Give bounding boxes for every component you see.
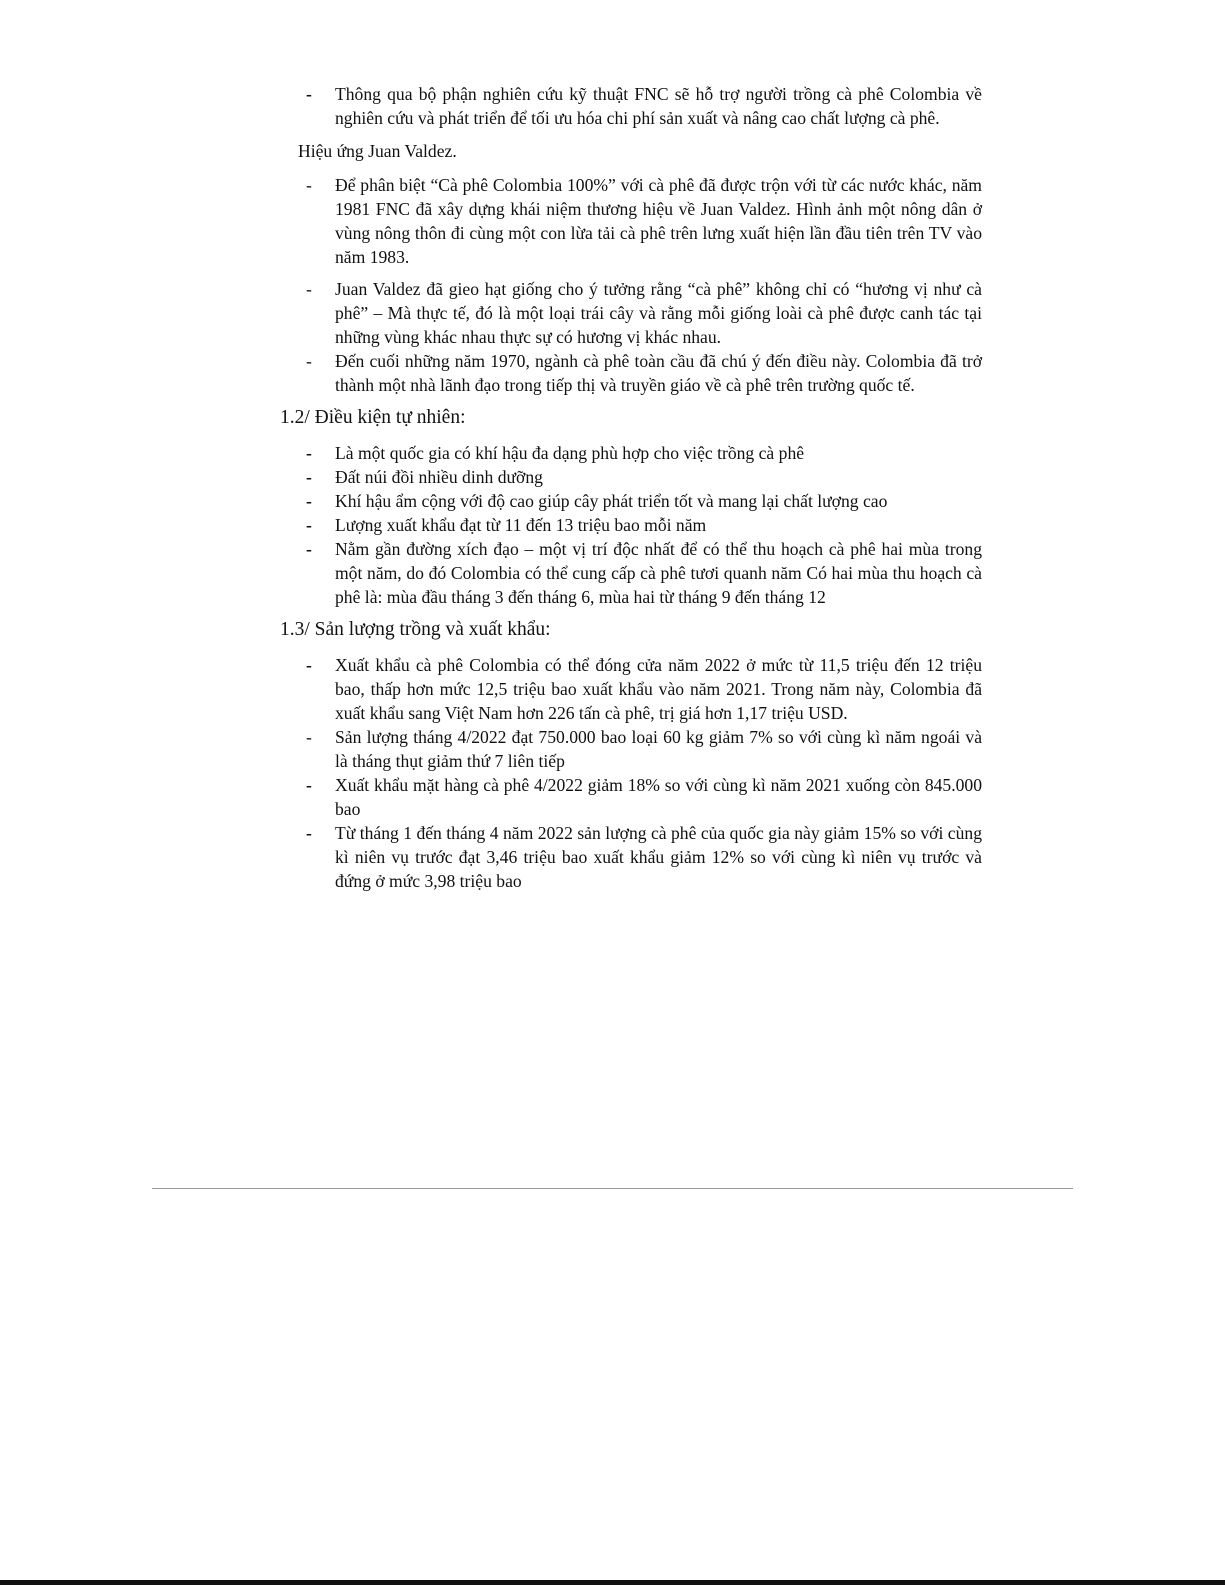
list-item	[280, 173, 982, 269]
list-item	[280, 725, 982, 773]
list-item	[280, 537, 982, 609]
bullet-dash: -	[306, 351, 312, 371]
list-item	[280, 489, 982, 513]
list-item	[280, 465, 982, 489]
list-item-text: Thông qua bộ phận nghiên cứu kỹ thuật FNC sẽ hỗ trợ người trồng cà phê Colombia về nghiên cứu và phát triển để tối ưu hóa chi phí sản xuất và nâng cao chất lượng cà phê.	[335, 84, 982, 128]
section-heading-1-2: 1.2/ Điều kiện tự nhiên:	[280, 407, 466, 428]
list-item	[280, 653, 982, 725]
list-item-text: Lượng xuất khẩu đạt từ 11 đến 13 triệu bao mỗi năm	[335, 515, 707, 535]
bullet-list-fnc	[280, 82, 982, 130]
list-item	[280, 277, 982, 349]
list-item-text: Đến cuối những năm 1970, ngành cà phê toàn cầu đã chú ý đến điều này. Colombia đã trở thành một nhà lãnh đạo trong tiếp thị và truyền giáo về cà phê trên trường quốc tế.	[335, 351, 982, 395]
list-item-text: Xuất khẩu cà phê Colombia có thể đóng cửa năm 2022 ở mức từ 11,5 triệu đến 12 triệu bao, thấp hơn mức 12,5 triệu bao xuất khẩu vào năm 2021. Trong năm này, Colombia đã xuất khẩu sang Việt Nam hơn 226 tấn cà phê, trị giá hơn 1,17 triệu USD.	[335, 655, 982, 723]
list-item-text: Là một quốc gia có khí hậu đa dạng phù hợp cho việc trồng cà phê	[335, 443, 805, 463]
bullet-list-production-export	[280, 653, 982, 893]
bullet-dash: -	[306, 175, 312, 195]
bullet-dash: -	[306, 655, 312, 675]
list-item-text: Khí hậu ẩm cộng với độ cao giúp cây phát triển tốt và mang lại chất lượng cao	[335, 491, 888, 511]
bullet-list-natural-conditions	[280, 441, 982, 609]
document-body	[280, 82, 982, 893]
list-item-text: Juan Valdez đã gieo hạt giống cho ý tưởng rằng “cà phê” không chỉ có “hương vị như cà phê” – Mà thực tế, đó là một loại trái cây và rằng mỗi giống loài cà phê được canh tác tại những vùng khác nhau thực sự có hương vị khác nhau.	[335, 279, 982, 347]
subheading-juan-valdez: Hiệu ứng Juan Valdez.	[298, 141, 457, 161]
bullet-list-juan-valdez	[280, 173, 982, 397]
list-item	[280, 349, 982, 397]
bullet-dash: -	[306, 84, 312, 104]
bullet-dash: -	[306, 775, 312, 795]
list-item-text: Đất núi đồi nhiều dinh dưỡng	[335, 467, 543, 487]
footer-divider	[152, 1188, 1073, 1189]
bullet-dash: -	[306, 515, 312, 535]
list-item-text: Từ tháng 1 đến tháng 4 năm 2022 sản lượng cà phê của quốc gia này giảm 15% so với cùng kì niên vụ trước đạt 3,46 triệu bao xuất khẩu giảm 12% so với cùng kì niên vụ trước và đứng ở mức 3,98 triệu bao	[335, 823, 982, 891]
list-item-text: Nằm gần đường xích đạo – một vị trí độc nhất để có thể thu hoạch cà phê hai mùa trong một năm, do đó Colombia có thể cung cấp cà phê tươi quanh năm Có hai mùa thu hoạch cà phê là: mùa đầu tháng 3 đến tháng 6, mùa hai từ tháng 9 đến tháng 12	[335, 539, 982, 607]
list-item	[280, 441, 982, 465]
list-item-text: Xuất khẩu mặt hàng cà phê 4/2022 giảm 18% so với cùng kì năm 2021 xuống còn 845.000 bao	[335, 775, 982, 819]
list-item	[280, 773, 982, 821]
bullet-dash: -	[306, 727, 312, 747]
section-heading-1-3: 1.3/ Sản lượng trồng và xuất khẩu:	[280, 619, 551, 640]
bullet-dash: -	[306, 539, 312, 559]
list-item	[280, 821, 982, 893]
list-item	[280, 82, 982, 130]
bullet-dash: -	[306, 443, 312, 463]
list-item	[280, 513, 982, 537]
list-item-text: Sản lượng tháng 4/2022 đạt 750.000 bao loại 60 kg giảm 7% so với cùng kì năm ngoái và là tháng thụt giảm thứ 7 liên tiếp	[335, 727, 982, 771]
bullet-dash: -	[306, 823, 312, 843]
bullet-dash: -	[306, 491, 312, 511]
bullet-dash: -	[306, 467, 312, 487]
bullet-dash: -	[306, 279, 312, 299]
bottom-edge-bar	[0, 1580, 1225, 1585]
list-item-text: Để phân biệt “Cà phê Colombia 100%” với cà phê đã được trộn với từ các nước khác, năm 1981 FNC đã xây dựng khái niệm thương hiệu về Juan Valdez. Hình ảnh một nông dân ở vùng nông thôn đi cùng một con lừa tải cà phê trên lưng xuất hiện lần đầu tiên trên TV vào năm 1983.	[335, 175, 982, 267]
